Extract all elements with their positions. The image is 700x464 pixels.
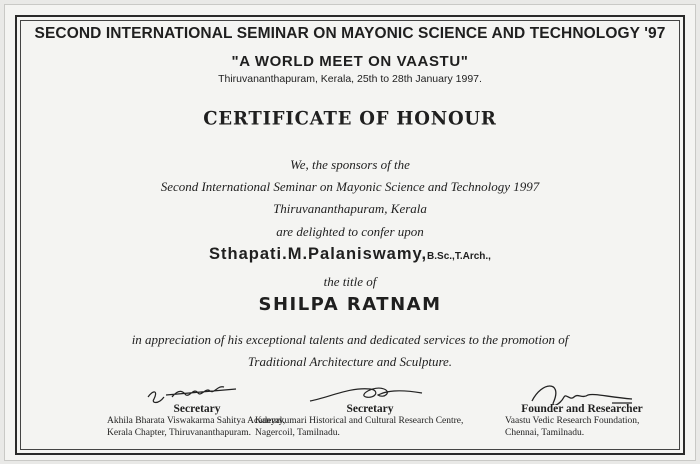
signature-2 bbox=[300, 383, 440, 405]
signatory-3-role: Founder and Researcher bbox=[521, 403, 643, 415]
certificate-heading: CERTIFICATE OF HONOUR bbox=[203, 107, 497, 130]
signatory-3-org-line-2: Chennai, Tamilnadu. bbox=[505, 428, 585, 438]
body-line-2: Second International Seminar on Mayonic Science and Technology 1997 bbox=[160, 179, 540, 194]
signatory-1-org-line-2: Kerala Chapter, Thiruvananthapuram. bbox=[107, 428, 251, 438]
signatory-2-org-line-1: Kanyakumari Historical and Cultural Research Centre, bbox=[255, 416, 464, 426]
signatory-1-role: Secretary bbox=[173, 403, 221, 415]
body-line-6: in appreciation of his exceptional talents and dedicated services to the promotion of bbox=[131, 332, 569, 347]
signatory-2-org-line-2: Nagercoil, Tamilnadu. bbox=[255, 428, 340, 438]
body-line-5: the title of bbox=[323, 274, 377, 289]
venue-dates: Thiruvananthapuram, Kerala, 25th to 28th January 1997. bbox=[218, 73, 482, 85]
recipient-name: Sthapati.M.Palaniswamy, bbox=[209, 245, 428, 263]
body-line-4: are delighted to confer upon bbox=[276, 224, 424, 239]
signatory-2 bbox=[245, 383, 495, 439]
certificate-sheet bbox=[4, 4, 696, 461]
signature-1 bbox=[142, 383, 252, 405]
signature-3 bbox=[512, 383, 652, 405]
recipient bbox=[5, 245, 695, 264]
signatory-2-role: Secretary bbox=[346, 403, 394, 415]
body-line-7: Traditional Architecture and Sculpture. bbox=[247, 354, 453, 369]
seminar-title: SECOND INTERNATIONAL SEMINAR ON MAYONIC SCIENCE AND TECHNOLOGY '97 bbox=[34, 25, 666, 42]
recipient-degrees: B.Sc.,T.Arch., bbox=[427, 251, 491, 262]
signatory-3 bbox=[487, 383, 677, 439]
title-conferred: SHILPA RATNAM bbox=[258, 294, 442, 315]
signatory-3-org-line-1: Vaastu Vedic Research Foundation, bbox=[505, 416, 640, 426]
seminar-subtitle: "A WORLD MEET ON VAASTU" bbox=[231, 53, 469, 70]
body-line-1: We, the sponsors of the bbox=[290, 157, 410, 172]
signatory-1-org-line-1: Akhila Bharata Viswakarma Sahitya Academy, bbox=[107, 416, 286, 426]
body-line-3: Thiruvananthapuram, Kerala bbox=[273, 201, 427, 216]
